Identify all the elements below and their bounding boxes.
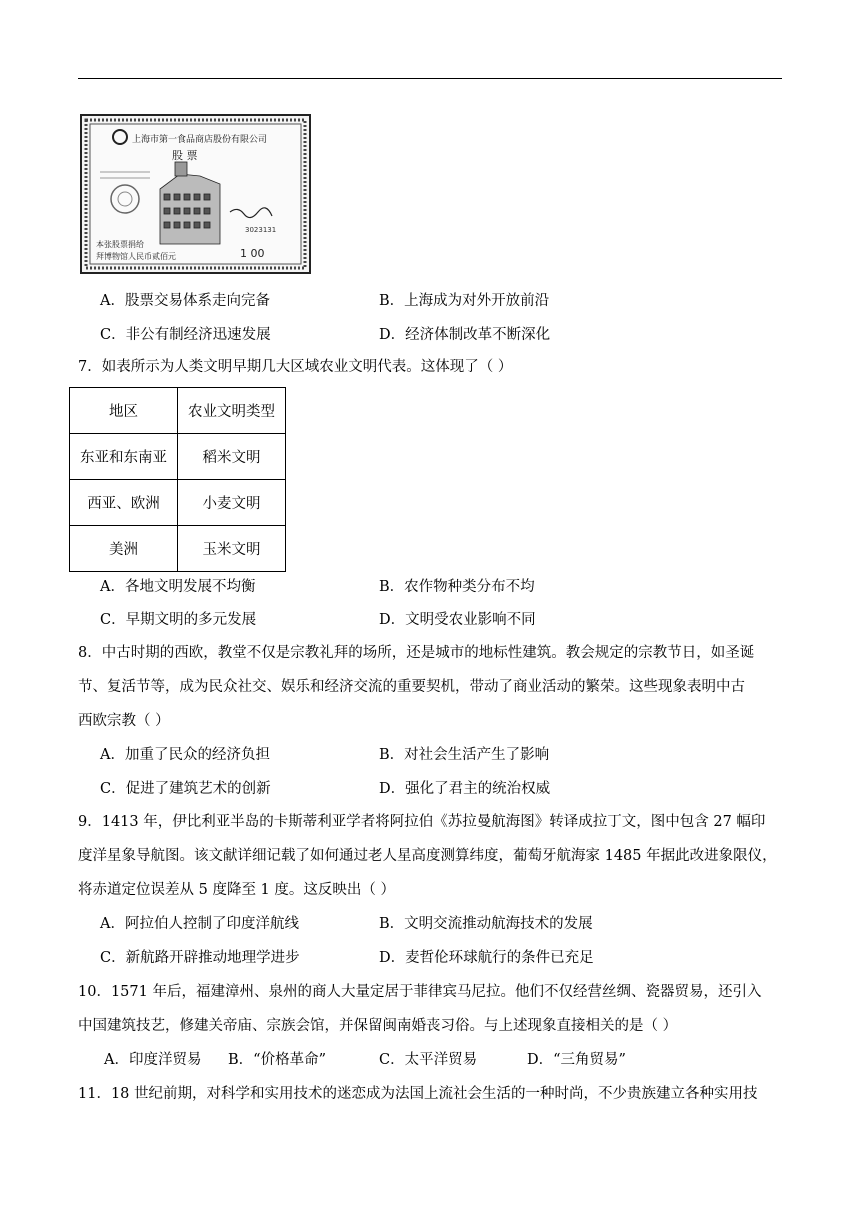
table-row [70, 480, 286, 526]
q7-option-d[interactable]: D．文明受农业影响不同 [379, 612, 536, 628]
stock-title: 股 票 [172, 149, 198, 162]
stock-certificate-image [80, 114, 311, 274]
q10-stem-line1: 10．1571 年后，福建漳州、泉州的商人大量定居于菲律宾马尼拉。他们不仅经营丝绸、瓷器贸易，还引入 [78, 984, 762, 1000]
table-cell: 美洲 [70, 526, 178, 572]
q6-option-b[interactable]: B．上海成为对外开放前沿 [379, 293, 550, 309]
q6-option-d[interactable]: D．经济体制改革不断深化 [379, 327, 551, 343]
q8-option-a[interactable]: A．加重了民众的经济负担 [100, 747, 270, 763]
stock-serial: 3023131 [245, 226, 277, 234]
q9-stem-line2: 度洋星象导航图。该文献详细记载了如何通过老人星高度测算纬度，葡萄牙航海家 1485 年据此改进象限仪， [78, 848, 777, 864]
q7-option-b[interactable]: B．农作物种类分布不均 [379, 579, 535, 595]
q10-stem-line2: 中国建筑技艺，修建关帝庙、宗族会馆，并保留闽南婚丧习俗。与上述现象直接相关的是（ ） [78, 1018, 678, 1034]
header-rule [78, 78, 782, 79]
q9-option-b[interactable]: B．文明交流推动航海技术的发展 [379, 916, 593, 932]
table-row [70, 526, 286, 572]
q7-option-a[interactable]: A．各地文明发展不均衡 [100, 579, 256, 595]
q8-option-d[interactable]: D．强化了君主的统治权威 [379, 781, 551, 797]
q10-option-a[interactable]: A．印度洋贸易 [104, 1052, 202, 1068]
q9-option-d[interactable]: D．麦哲伦环球航行的条件已充足 [379, 950, 594, 966]
table-cell: 东亚和东南亚 [70, 434, 178, 480]
q8-option-b[interactable]: B．对社会生活产生了影响 [379, 747, 550, 763]
stock-company-name: 上海市第一食品商店股份有限公司 [132, 135, 268, 145]
table-cell: 玉米文明 [178, 526, 286, 572]
q10-option-b[interactable]: B．“价格革命” [228, 1052, 326, 1068]
table-header-cell: 地区 [70, 388, 178, 434]
q11-stem-line1: 11．18 世纪前期，对科学和实用技术的迷恋成为法国上流社会生活的一种时尚，不少贵族建立各种实用技 [78, 1086, 758, 1102]
table-header-cell: 农业文明类型 [178, 388, 286, 434]
q9-option-a[interactable]: A．阿拉伯人控制了印度洋航线 [100, 916, 299, 932]
q8-option-c[interactable]: C．促进了建筑艺术的创新 [100, 781, 271, 797]
q9-option-c[interactable]: C．新航路开辟推动地理学进步 [100, 950, 300, 966]
q8-stem-line1: 8．中古时期的西欧，教堂不仅是宗教礼拜的场所，还是城市的地标性建筑。教会规定的宗教节日，如圣诞 [78, 645, 755, 661]
q6-option-c[interactable]: C．非公有制经济迅速发展 [100, 327, 271, 343]
q9-stem-line3: 将赤道定位误差从 5 度降至 1 度。这反映出（ ） [78, 882, 395, 898]
table-cell: 稻米文明 [178, 434, 286, 480]
table-cell: 西亚、欧洲 [70, 480, 178, 526]
table-cell: 小麦文明 [178, 480, 286, 526]
q9-stem-line1: 9．1413 年，伊比利亚半岛的卡斯蒂利亚学者将阿拉伯《苏拉曼航海图》转译成拉丁文，图中包含 27 幅印 [78, 814, 766, 830]
q7-option-c[interactable]: C．早期文明的多元发展 [100, 612, 257, 628]
table-header-row [70, 388, 286, 434]
q10-option-c[interactable]: C．太平洋贸易 [379, 1052, 478, 1068]
q7-stem: 7．如表所示为人类文明早期几大区域农业文明代表。这体现了（ ） [78, 359, 513, 375]
q8-stem-line3: 西欧宗教（ ） [78, 713, 170, 729]
table-row [70, 434, 286, 480]
q7-table [69, 387, 286, 572]
q6-option-a[interactable]: A．股票交易体系走向完备 [100, 293, 270, 309]
stock-denomination: 1 00 [240, 247, 265, 260]
stock-footer-line2: 拜博物馆人民币贰佰元 [96, 252, 176, 261]
q10-option-d[interactable]: D．“三角贸易” [527, 1052, 626, 1068]
q8-stem-line2: 节、复活节等，成为民众社交、娱乐和经济交流的重要契机，带动了商业活动的繁荣。这些现象表明中古 [78, 679, 745, 695]
stock-footer-line1: 本张股票捐给 [96, 240, 144, 249]
